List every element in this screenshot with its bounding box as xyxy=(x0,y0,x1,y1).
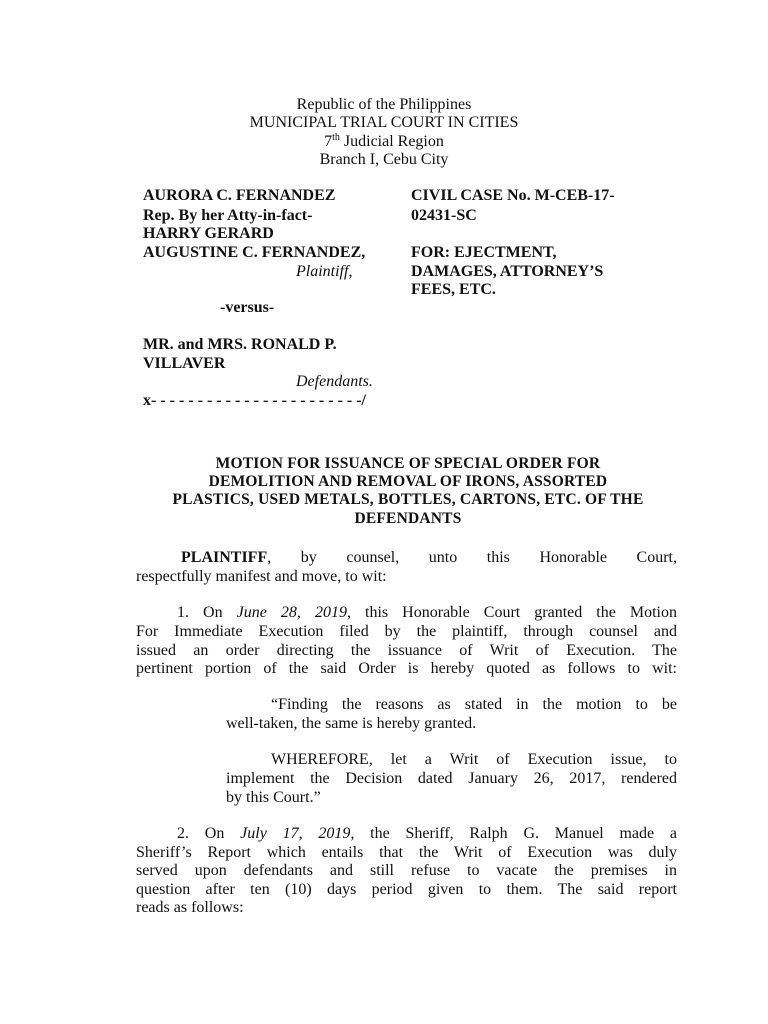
intro-line-2: respectfully manifest and move, to wit: xyxy=(136,568,387,585)
case-number-line-2: 02431-SC xyxy=(411,207,477,224)
para1-date: June 28, 2019 xyxy=(236,604,347,621)
case-nature-line-1: FOR: EJECTMENT, xyxy=(411,244,557,261)
para2-line-5: reads as follows: xyxy=(136,899,244,916)
plaintiff-role: Plaintiff, xyxy=(296,263,353,280)
motion-title-line-2: DEMOLITION AND REMOVAL OF IRONS, ASSORTED xyxy=(208,473,608,490)
plaintiff-name: AURORA C. FERNANDEZ xyxy=(143,187,336,204)
intro-line-1 xyxy=(181,548,677,567)
defendant-name-2: VILLAVER xyxy=(143,355,226,372)
motion-title-line-1: MOTION FOR ISSUANCE OF SPECIAL ORDER FOR xyxy=(215,455,601,472)
para2-text-1: , the Sheriff, Ralph G. Manuel made a xyxy=(350,825,677,842)
caption-separator: x- - - - - - - - - - - - - - - - - - - - - - -/ xyxy=(143,392,366,409)
quote1-line-3: WHEREFORE, let a Writ of Execution issue, to xyxy=(271,751,677,768)
motion-title-line-4: DEFENDANTS xyxy=(354,510,462,527)
case-nature-line-2: DAMAGES, ATTORNEY’S xyxy=(411,263,604,280)
intro-text-1: , by counsel, unto this Honorable Court, xyxy=(267,549,677,566)
quote1-line-2: well-taken, the same is hereby granted. xyxy=(226,715,477,732)
region-label: Judicial Region xyxy=(339,133,444,150)
para2-line-2: Sheriff’s Report which entails that the Writ of Execution was duly xyxy=(136,844,677,861)
region-number: 7 xyxy=(324,133,333,150)
para2-line-4: question after ten (10) days period given to them. The said report xyxy=(136,881,677,898)
header-region xyxy=(0,132,768,151)
para1-line-3: issued an order directing the issuance of Writ of Execution. The xyxy=(136,642,677,659)
para1-prefix: 1. On xyxy=(177,604,237,621)
para2-line-1 xyxy=(177,824,677,843)
para1-line-4: pertinent portion of the said Order is hereby quoted as follows to wit: xyxy=(136,660,677,677)
motion-title-line-3: PLASTICS, USED METALS, BOTTLES, CARTONS, ETC. OF THE xyxy=(172,491,644,508)
plaintiff-rep: Rep. By her Atty-in-fact- xyxy=(143,207,313,224)
quote1-line-4: implement the Decision dated January 26, 2017, rendered xyxy=(226,770,677,787)
attorney-in-fact-name-1: HARRY GERARD xyxy=(143,225,274,242)
header-republic: Republic of the Philippines xyxy=(296,96,472,113)
header-branch: Branch I, Cebu City xyxy=(319,151,449,168)
attorney-in-fact-name-2: AUGUSTINE C. FERNANDEZ, xyxy=(143,244,366,261)
region-ordinal: th xyxy=(332,132,340,143)
para2-date: July 17, 2019 xyxy=(240,825,351,842)
defendant-role: Defendants. xyxy=(296,373,373,390)
para1-line-1 xyxy=(177,603,677,622)
para1-text-1: , this Honorable Court granted the Motion xyxy=(346,604,678,621)
quote1-line-5: by this Court.” xyxy=(226,789,321,806)
case-number-line-1: CIVIL CASE No. M-CEB-17- xyxy=(411,187,615,204)
para1-line-2: For Immediate Execution filed by the plaintiff, through counsel and xyxy=(136,623,677,640)
para2-line-3: served upon defendants and still refuse to vacate the premises in xyxy=(136,862,677,879)
para2-prefix: 2. On xyxy=(177,825,241,842)
defendant-name-1: MR. and MRS. RONALD P. xyxy=(143,336,337,353)
versus-label: -versus- xyxy=(220,299,275,316)
case-nature-line-3: FEES, ETC. xyxy=(411,281,496,298)
header-court: MUNICIPAL TRIAL COURT IN CITIES xyxy=(249,114,519,131)
intro-plaintiff: PLAINTIFF xyxy=(181,549,268,566)
quote1-line-1: “Finding the reasons as stated in the motion to be xyxy=(271,696,677,713)
